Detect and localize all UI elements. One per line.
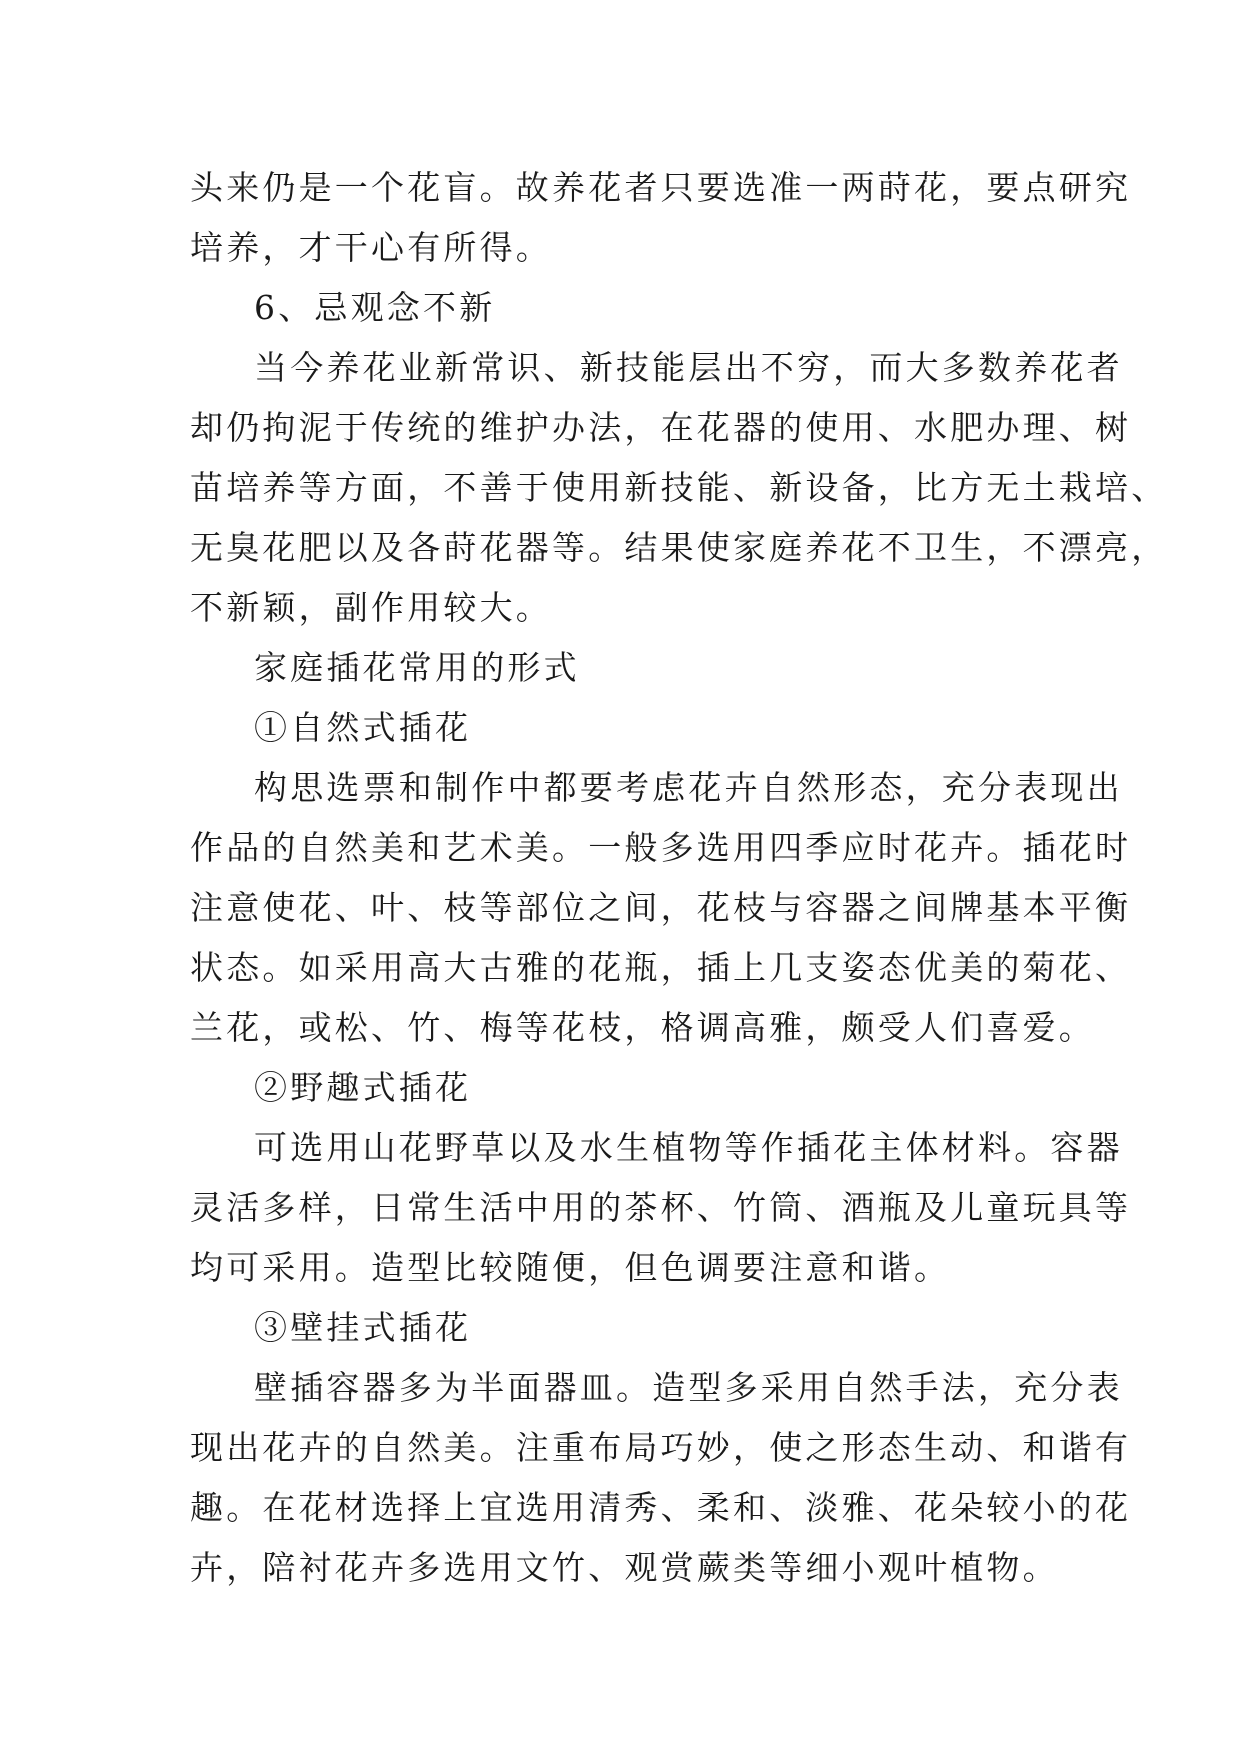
subsection-heading: ①自然式插花	[254, 708, 472, 747]
text-line: 灵活多样，日常生活中用的茶杯、竹筒、酒瓶及儿童玩具等	[190, 1188, 1132, 1227]
section-heading: 6、忌观念不新	[254, 288, 496, 327]
text-line: 苗培养等方面，不善于使用新技能、新设备，比方无土栽培、	[190, 468, 1168, 507]
text-line: 兰花，或松、竹、梅等花枝，格调高雅，颇受人们喜爱。	[190, 1008, 1095, 1047]
text-line: 壁插容器多为半面器皿。造型多采用自然手法，充分表	[254, 1368, 1123, 1407]
document-body	[190, 158, 1168, 1598]
text-line: 趣。在花材选择上宜选用清秀、柔和、淡雅、花朵较小的花	[190, 1488, 1132, 1527]
text-line: 却仍拘泥于传统的维护办法，在花器的使用、水肥办理、树	[190, 408, 1132, 447]
text-line: 当今养花业新常识、新技能层出不穷，而大多数养花者	[254, 348, 1123, 387]
text-line: 可选用山花野草以及水生植物等作插花主体材料。容器	[254, 1128, 1123, 1167]
text-line: 不新颖，副作用较大。	[190, 588, 552, 627]
text-line: 构思选票和制作中都要考虑花卉自然形态，充分表现出	[254, 768, 1123, 807]
text-line: 作品的自然美和艺术美。一般多选用四季应时花卉。插花时	[190, 828, 1132, 867]
text-line: 现出花卉的自然美。注重布局巧妙，使之形态生动、和谐有	[190, 1428, 1132, 1467]
text-line: 状态。如采用高大古雅的花瓶，插上几支姿态优美的菊花、	[190, 948, 1132, 987]
text-line: 注意使花、叶、枝等部位之间，花枝与容器之间牌基本平衡	[190, 888, 1132, 927]
text-line: 培养，才干心有所得。	[190, 228, 552, 267]
text-line: 头来仍是一个花盲。故养花者只要选准一两莳花，要点研究	[190, 168, 1132, 207]
text-line: 无臭花肥以及各莳花器等。结果使家庭养花不卫生，不漂亮，	[190, 528, 1168, 567]
text-line: 卉，陪衬花卉多选用文竹、观赏蕨类等细小观叶植物。	[190, 1548, 1059, 1587]
section-heading: 家庭插花常用的形式	[254, 648, 580, 687]
text-line: 均可采用。造型比较随便，但色调要注意和谐。	[190, 1248, 951, 1287]
subsection-heading: ③壁挂式插花	[254, 1308, 472, 1347]
subsection-heading: ②野趣式插花	[254, 1068, 472, 1107]
